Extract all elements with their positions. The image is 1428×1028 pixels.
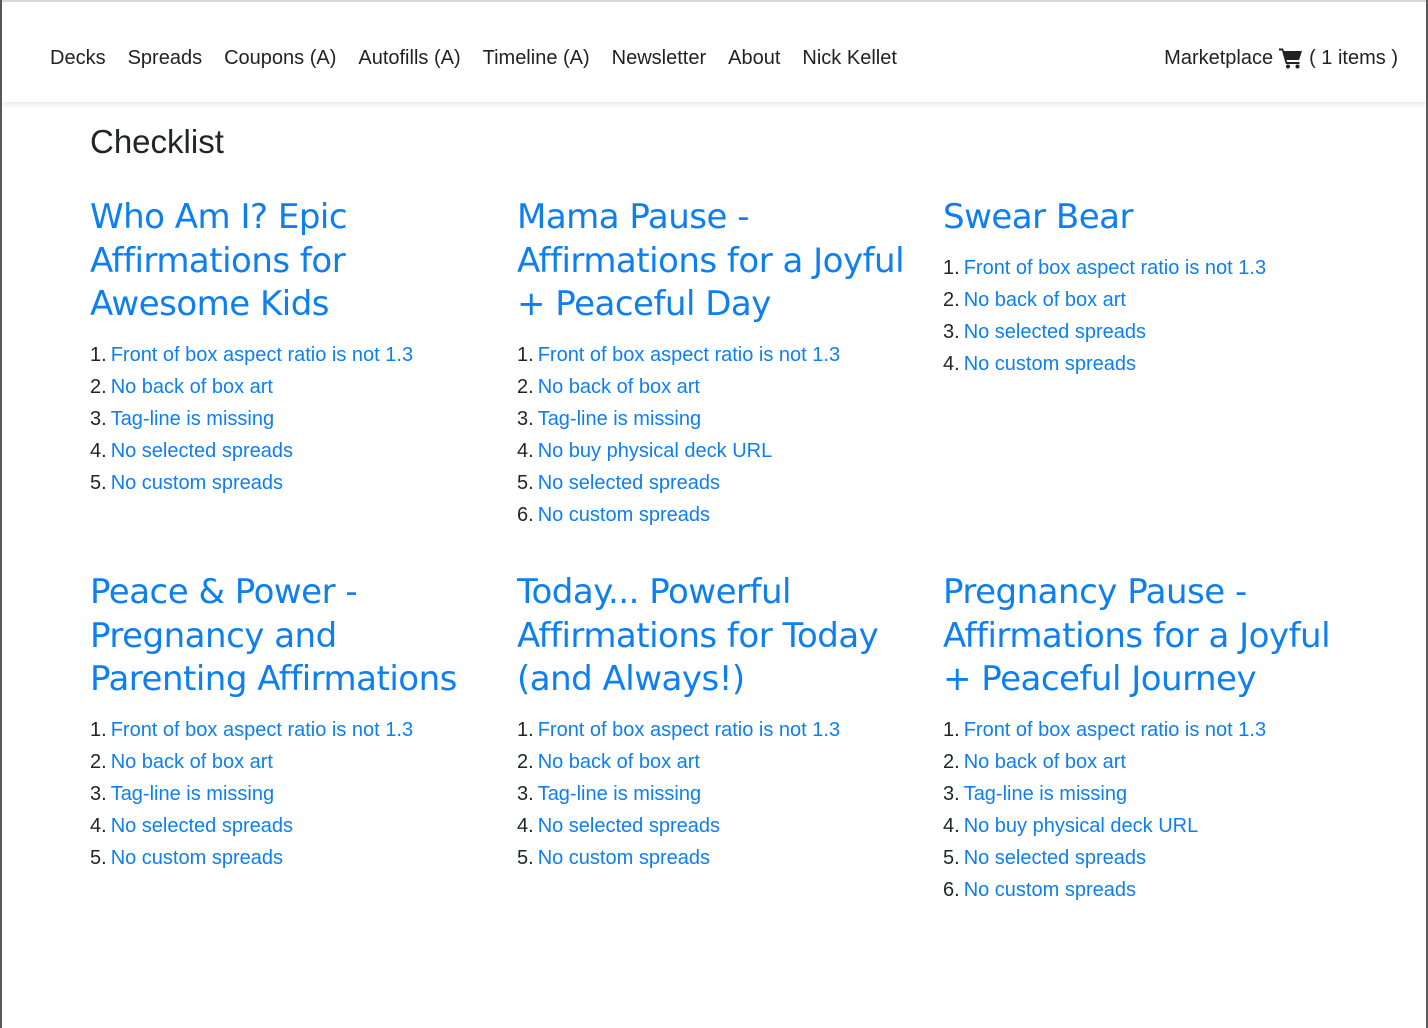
issue-item: 6. No custom spreads — [517, 503, 710, 526]
issue-link[interactable]: No custom spreads — [963, 352, 1136, 375]
issue-link[interactable]: No selected spreads — [537, 471, 721, 494]
issue-item: 3. Tag-line is missing — [517, 782, 702, 805]
window-frame-left — [0, 0, 2, 1028]
issue-link[interactable]: No selected spreads — [110, 814, 294, 837]
nav-link-about[interactable]: About — [728, 47, 781, 69]
nav-link-spreads[interactable]: Spreads — [127, 47, 203, 69]
issue-link[interactable]: No custom spreads — [110, 846, 283, 869]
issue-link[interactable]: No custom spreads — [963, 878, 1136, 901]
nav-link-autofills[interactable]: Autofills (A) — [358, 47, 461, 69]
marketplace-label: Marketplace — [1164, 47, 1274, 69]
issue-link[interactable]: Front of box aspect ratio is not 1.3 — [963, 718, 1267, 741]
issue-link[interactable]: Front of box aspect ratio is not 1.3 — [963, 256, 1267, 279]
issue-list — [943, 252, 1333, 380]
issue-link[interactable]: No buy physical deck URL — [537, 439, 773, 462]
issue-link[interactable]: Front of box aspect ratio is not 1.3 — [537, 718, 841, 741]
issue-item: 3. Tag-line is missing — [90, 407, 275, 430]
issue-item: 3. No selected spreads — [943, 320, 1147, 343]
deck-title-link[interactable]: Mama Pause - Affirmations for a Joyful + Peaceful Day — [517, 197, 905, 324]
issue-list — [90, 714, 480, 874]
issue-item: 1. Front of box aspect ratio is not 1.3 — [90, 718, 414, 741]
top-navbar — [2, 0, 1426, 102]
issue-item: 5. No selected spreads — [517, 471, 721, 494]
shopping-cart-icon — [1279, 47, 1303, 69]
deck-title-link[interactable]: Today... Powerful Affirmations for Today (and Always!) — [517, 572, 879, 699]
issue-link[interactable]: No custom spreads — [110, 471, 283, 494]
issue-link[interactable]: Tag-line is missing — [110, 782, 275, 805]
issue-link[interactable]: No custom spreads — [537, 846, 710, 869]
issue-link[interactable]: No selected spreads — [110, 439, 294, 462]
issue-item: 2. No back of box art — [943, 288, 1126, 311]
issue-item: 1. Front of box aspect ratio is not 1.3 — [943, 718, 1267, 741]
deck-card — [943, 571, 1333, 906]
issue-link[interactable]: Front of box aspect ratio is not 1.3 — [537, 343, 841, 366]
issue-item: 3. Tag-line is missing — [517, 407, 702, 430]
issue-item: 4. No selected spreads — [517, 814, 721, 837]
issue-list — [943, 714, 1333, 906]
issue-item: 2. No back of box art — [90, 750, 273, 773]
issue-item: 3. Tag-line is missing — [90, 782, 275, 805]
issue-item: 1. Front of box aspect ratio is not 1.3 — [943, 256, 1267, 279]
issue-item: 1. Front of box aspect ratio is not 1.3 — [90, 343, 414, 366]
deck-card — [90, 571, 480, 874]
issue-item: 2. No back of box art — [90, 375, 273, 398]
deck-card — [517, 571, 907, 874]
issue-item: 5. No custom spreads — [90, 471, 283, 494]
issue-link[interactable]: Tag-line is missing — [963, 782, 1128, 805]
issue-link[interactable]: No back of box art — [110, 375, 273, 398]
nav-link-user[interactable]: Nick Kellet — [802, 47, 897, 69]
issue-link[interactable]: No back of box art — [963, 288, 1126, 311]
deck-title-link[interactable]: Pregnancy Pause - Affirmations for a Joyful + Peaceful Journey — [943, 572, 1331, 699]
issue-link[interactable]: No back of box art — [963, 750, 1126, 773]
issue-item: 2. No back of box art — [517, 375, 700, 398]
issue-item: 3. Tag-line is missing — [943, 782, 1128, 805]
issue-link[interactable]: Tag-line is missing — [537, 782, 702, 805]
issue-item: 6. No custom spreads — [943, 878, 1136, 901]
deck-card — [90, 196, 480, 499]
issue-link[interactable]: No buy physical deck URL — [963, 814, 1199, 837]
issue-link[interactable]: Tag-line is missing — [537, 407, 702, 430]
issue-item: 5. No custom spreads — [90, 846, 283, 869]
nav-links — [50, 44, 919, 72]
issue-item: 2. No back of box art — [943, 750, 1126, 773]
issue-item: 1. Front of box aspect ratio is not 1.3 — [517, 343, 841, 366]
issue-link[interactable]: No back of box art — [537, 750, 700, 773]
issue-item: 4. No selected spreads — [90, 814, 294, 837]
marketplace-cart-link[interactable] — [1164, 44, 1398, 72]
issue-link[interactable]: No custom spreads — [537, 503, 710, 526]
issue-link[interactable]: No back of box art — [110, 750, 273, 773]
issue-item: 5. No selected spreads — [943, 846, 1147, 869]
issue-item: 2. No back of box art — [517, 750, 700, 773]
deck-title-link[interactable]: Peace & Power - Pregnancy and Parenting Affirmations — [90, 572, 457, 699]
issue-item: 5. No custom spreads — [517, 846, 710, 869]
issue-list — [90, 339, 480, 499]
issue-link[interactable]: No back of box art — [537, 375, 700, 398]
deck-card — [943, 196, 1333, 380]
issue-item: 4. No buy physical deck URL — [517, 439, 773, 462]
cart-count: ( 1 items ) — [1309, 47, 1398, 69]
nav-link-newsletter[interactable]: Newsletter — [611, 47, 707, 69]
deck-title-link[interactable]: Who Am I? Epic Affirmations for Awesome Kids — [90, 197, 348, 324]
nav-link-timeline[interactable]: Timeline (A) — [482, 47, 590, 69]
issue-link[interactable]: No selected spreads — [963, 320, 1147, 343]
issue-link[interactable]: Front of box aspect ratio is not 1.3 — [110, 718, 414, 741]
issue-link[interactable]: Tag-line is missing — [110, 407, 275, 430]
issue-link[interactable]: No selected spreads — [963, 846, 1147, 869]
issue-item: 4. No buy physical deck URL — [943, 814, 1199, 837]
issue-list — [517, 339, 907, 531]
nav-link-decks[interactable]: Decks — [50, 47, 106, 69]
page-title: Checklist — [90, 123, 224, 160]
issue-list — [517, 714, 907, 874]
nav-link-coupons[interactable]: Coupons (A) — [224, 47, 337, 69]
issue-item: 4. No custom spreads — [943, 352, 1136, 375]
issue-item: 1. Front of box aspect ratio is not 1.3 — [517, 718, 841, 741]
deck-card — [517, 196, 907, 531]
issue-link[interactable]: Front of box aspect ratio is not 1.3 — [110, 343, 414, 366]
issue-link[interactable]: No selected spreads — [537, 814, 721, 837]
issue-item: 4. No selected spreads — [90, 439, 294, 462]
deck-title-link[interactable]: Swear Bear — [943, 197, 1133, 237]
